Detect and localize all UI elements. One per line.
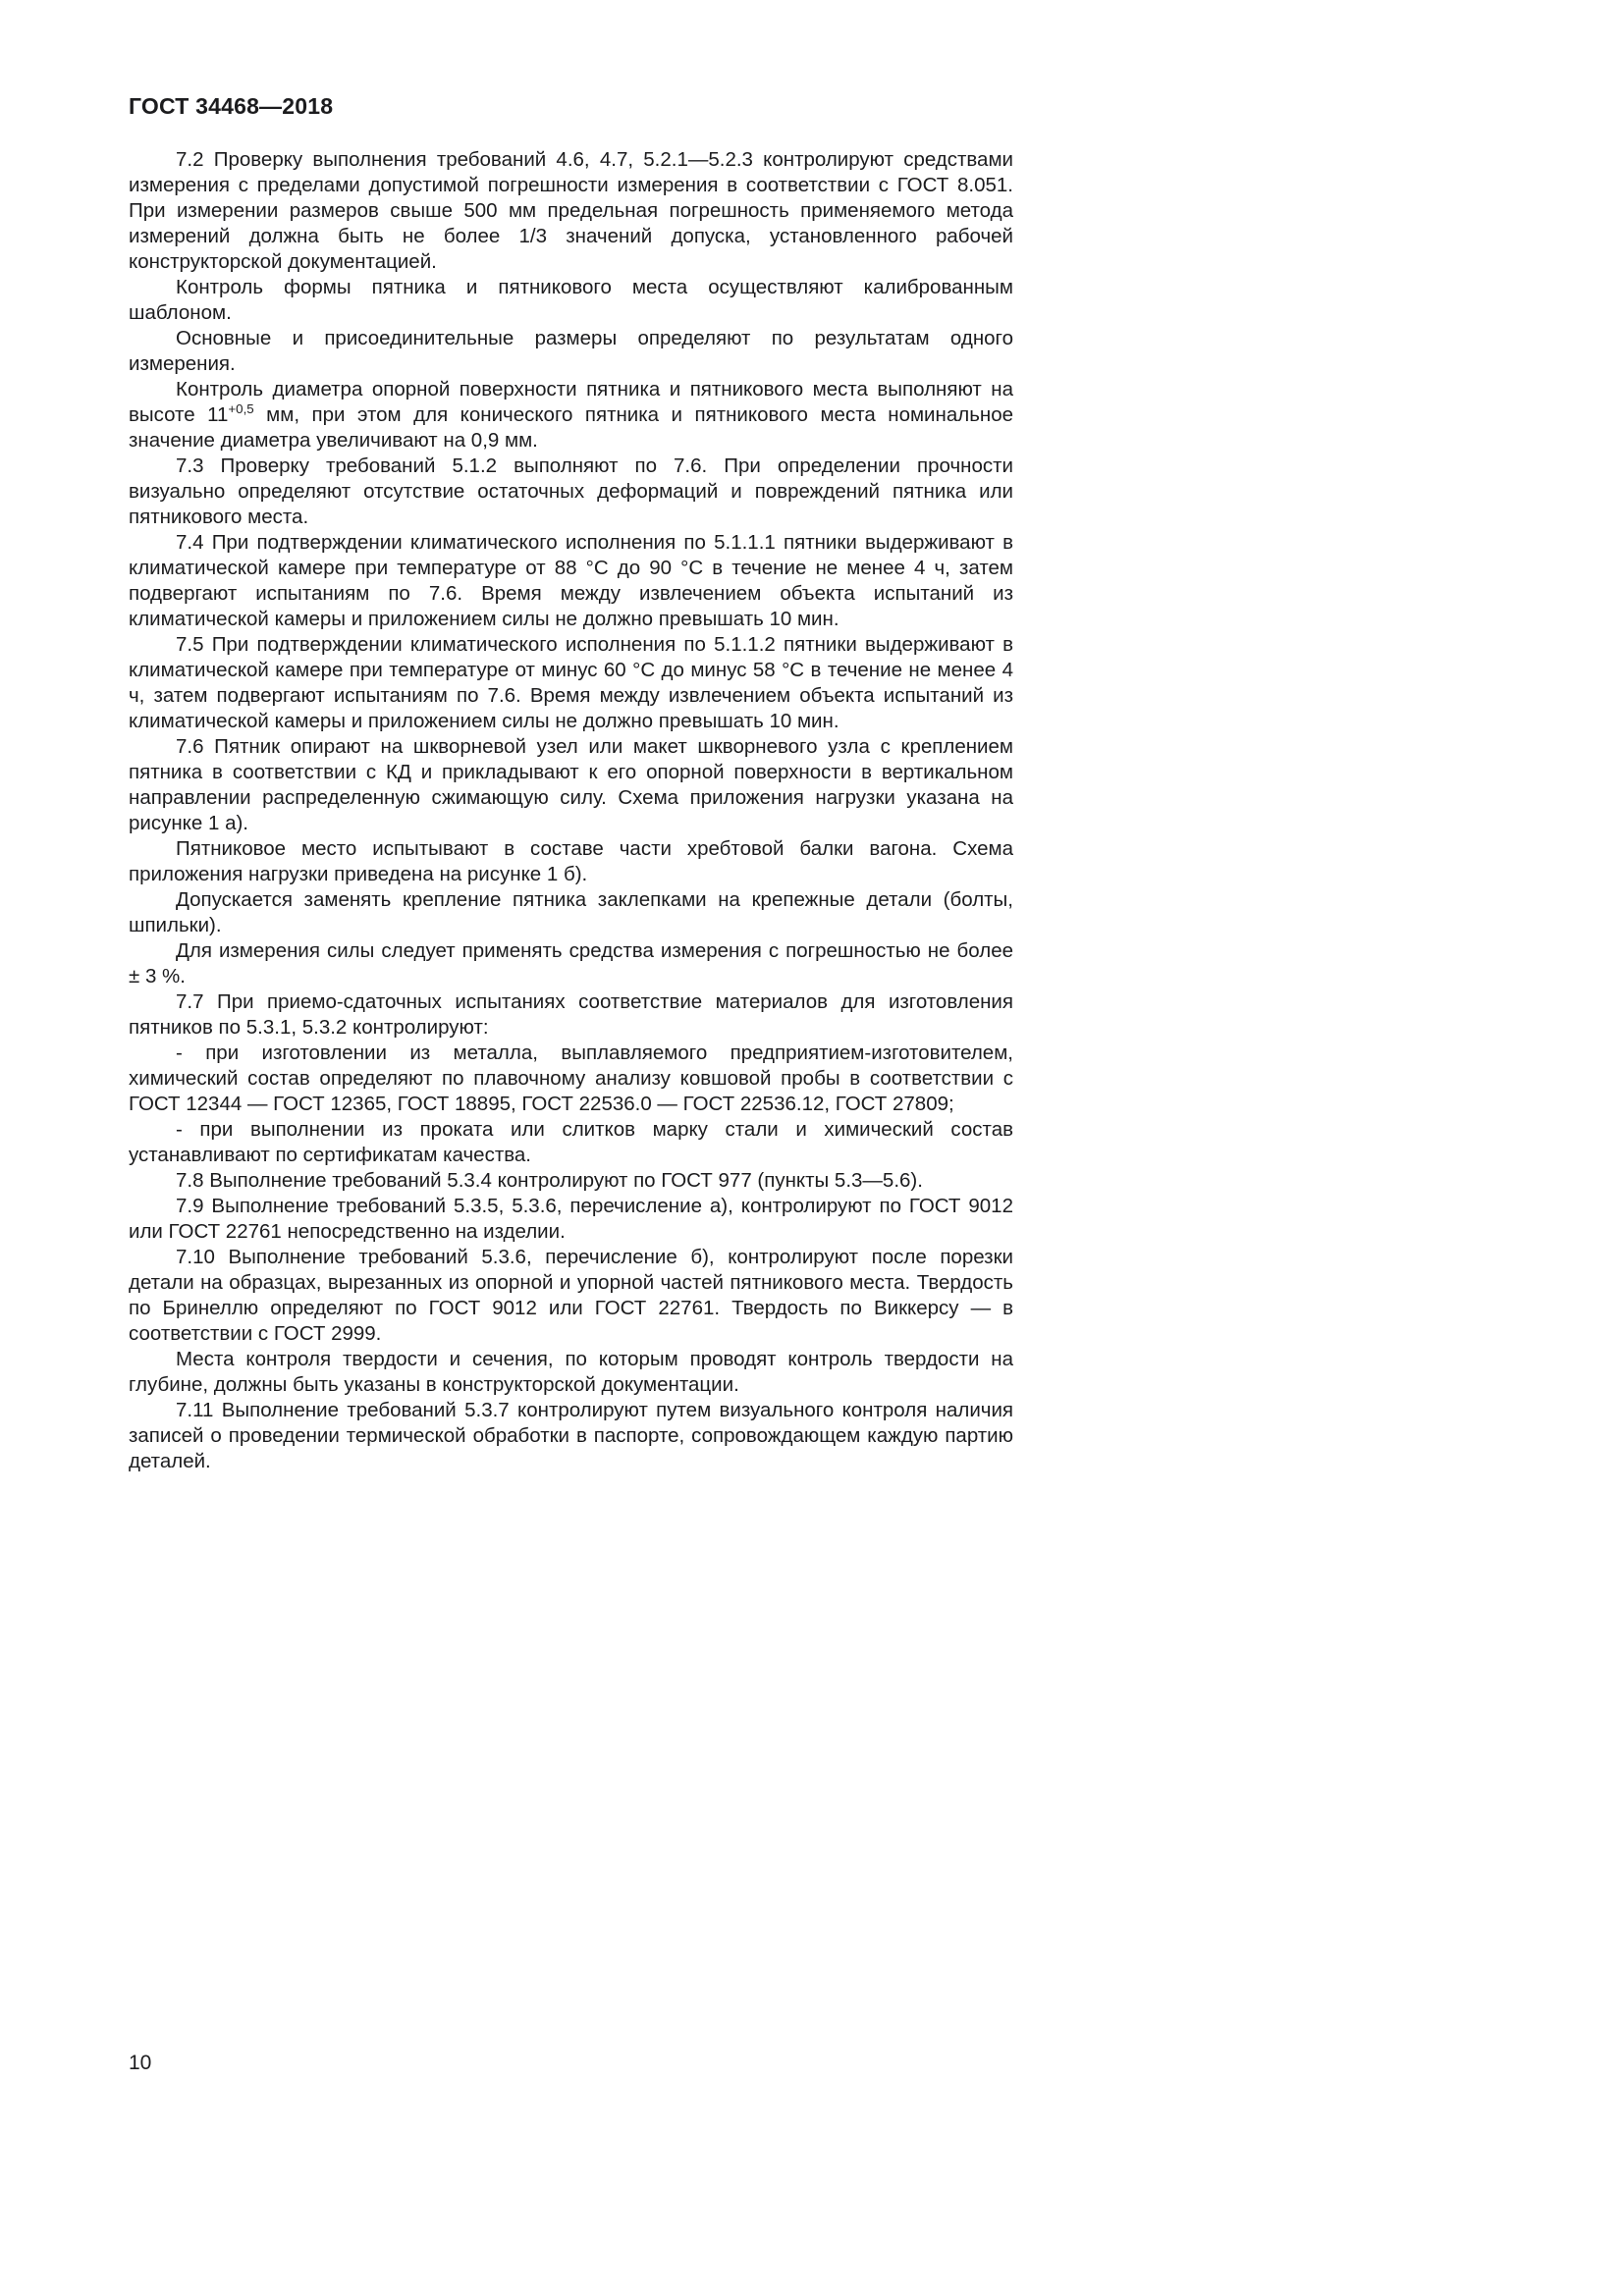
- paragraph-shape-control: Контроль формы пятника и пятникового места осуществляют калиброванным шаблоном.: [129, 276, 1013, 324]
- paragraph-main-dimensions: Основные и присоединительные размеры определяют по результатам одного измерения.: [129, 327, 1013, 375]
- document-body: [129, 147, 1013, 1474]
- paragraph-7-4: 7.4 При подтверждении климатического исполнения по 5.1.1.1 пятники выдерживают в климатической камере при температуре от 88 °С до 90 °С в течение не менее 4 ч, затем подвергают испытаниям по 7.6. Время между извлечением объекта испытаний из климатической камеры и приложением силы не должно превышать 10 мин.: [129, 531, 1013, 630]
- paragraph-hardness-locations: Места контроля твердости и сечения, по которым проводят контроль твердости на глубине, должны быть указаны в конструкторской документации.: [129, 1348, 1013, 1396]
- paragraph-7-10: 7.10 Выполнение требований 5.3.6, перечисление б), контролируют после порезки детали на образцах, вырезанных из опорной и упорной частей пятникового места. Твердость по Бринеллю определяют по ГОСТ 9012 или ГОСТ 22761. Твердость по Виккерсу — в соответствии с ГОСТ 2999.: [129, 1246, 1013, 1345]
- list-item-rolled-stock: - при выполнении из проката или слитков марку стали и химический состав устанавливают по сертификатам качества.: [129, 1118, 1013, 1166]
- paragraph-7-3: 7.3 Проверку требований 5.1.2 выполняют по 7.6. При определении прочности визуально определяют отсутствие остаточных деформаций и повреждений пятника или пятникового места.: [129, 454, 1013, 528]
- paragraph-text-post: мм, при этом для конического пятника и пятникового места номинальное значение диаметра увеличивают на 0,9 мм.: [129, 403, 1013, 452]
- paragraph-7-11: 7.11 Выполнение требований 5.3.7 контролируют путем визуального контроля наличия записей о проведении термической обработки в паспорте, сопровождающем каждую партию деталей.: [129, 1399, 1013, 1472]
- paragraph-diameter-control: [129, 377, 1013, 454]
- paragraph-force-measurement: Для измерения силы следует применять средства измерения с погрешностью не более ± 3 %.: [129, 939, 1013, 988]
- paragraph-text-pre: Контроль диаметра опорной поверхности пятника и пятникового места выполняют на высоте 11: [129, 378, 1013, 426]
- standard-designation: ГОСТ 34468—2018: [129, 93, 334, 119]
- paragraph-7-5: 7.5 При подтверждении климатического исполнения по 5.1.1.2 пятники выдерживают в климатической камере при температуре от минус 60 °С до минус 58 °С в течение не менее 4 ч, затем подвергают испытаниям по 7.6. Время между извлечением объекта испытаний из климатической камеры и приложением силы не должно превышать 10 мин.: [129, 633, 1013, 732]
- list-item-metal: - при изготовлении из металла, выплавляемого предприятием-изготовителем, химический состав определяют по плавочному анализу ковшовой пробы в соответствии с ГОСТ 12344 — ГОСТ 12365, ГОСТ 18895, ГОСТ 22536.0 — ГОСТ 22536.12, ГОСТ 27809;: [129, 1041, 1013, 1115]
- paragraph-7-7: 7.7 При приемо-сдаточных испытаниях соответствие материалов для изготовления пятников по 5.3.1, 5.3.2 контролируют:: [129, 990, 1013, 1039]
- paragraph-7-8: 7.8 Выполнение требований 5.3.4 контролируют по ГОСТ 977 (пункты 5.3—5.6).: [176, 1169, 923, 1192]
- tolerance-superscript: +0,5: [228, 401, 254, 417]
- paragraph-rivets-note: Допускается заменять крепление пятника заклепками на крепежные детали (болты, шпильки).: [129, 888, 1013, 936]
- paragraph-7-2: 7.2 Проверку выполнения требований 4.6, 4.7, 5.2.1—5.2.3 контролируют средствами измерения с пределами допустимой погрешности измерения в соответствии с ГОСТ 8.051. При измерении размеров свыше 500 мм предельная погрешность применяемого метода измерений должна быть не более 1/3 значений допуска, установленного рабочей конструкторской документацией.: [129, 148, 1013, 273]
- paragraph-7-6: 7.6 Пятник опирают на шкворневой узел или макет шкворневого узла с креплением пятника в соответствии с КД и прикладывают к его опорной поверхности в вертикальном направлении распределенную сжимающую силу. Схема приложения нагрузки указана на рисунке 1 а).: [129, 735, 1013, 834]
- page-number: 10: [129, 2052, 152, 2074]
- paragraph-center-plate-test: Пятниковое место испытывают в составе части хребтовой балки вагона. Схема приложения нагрузки приведена на рисунке 1 б).: [129, 837, 1013, 885]
- paragraph-7-9: 7.9 Выполнение требований 5.3.5, 5.3.6, перечисление а), контролируют по ГОСТ 9012 или ГОСТ 22761 непосредственно на изделии.: [129, 1195, 1013, 1243]
